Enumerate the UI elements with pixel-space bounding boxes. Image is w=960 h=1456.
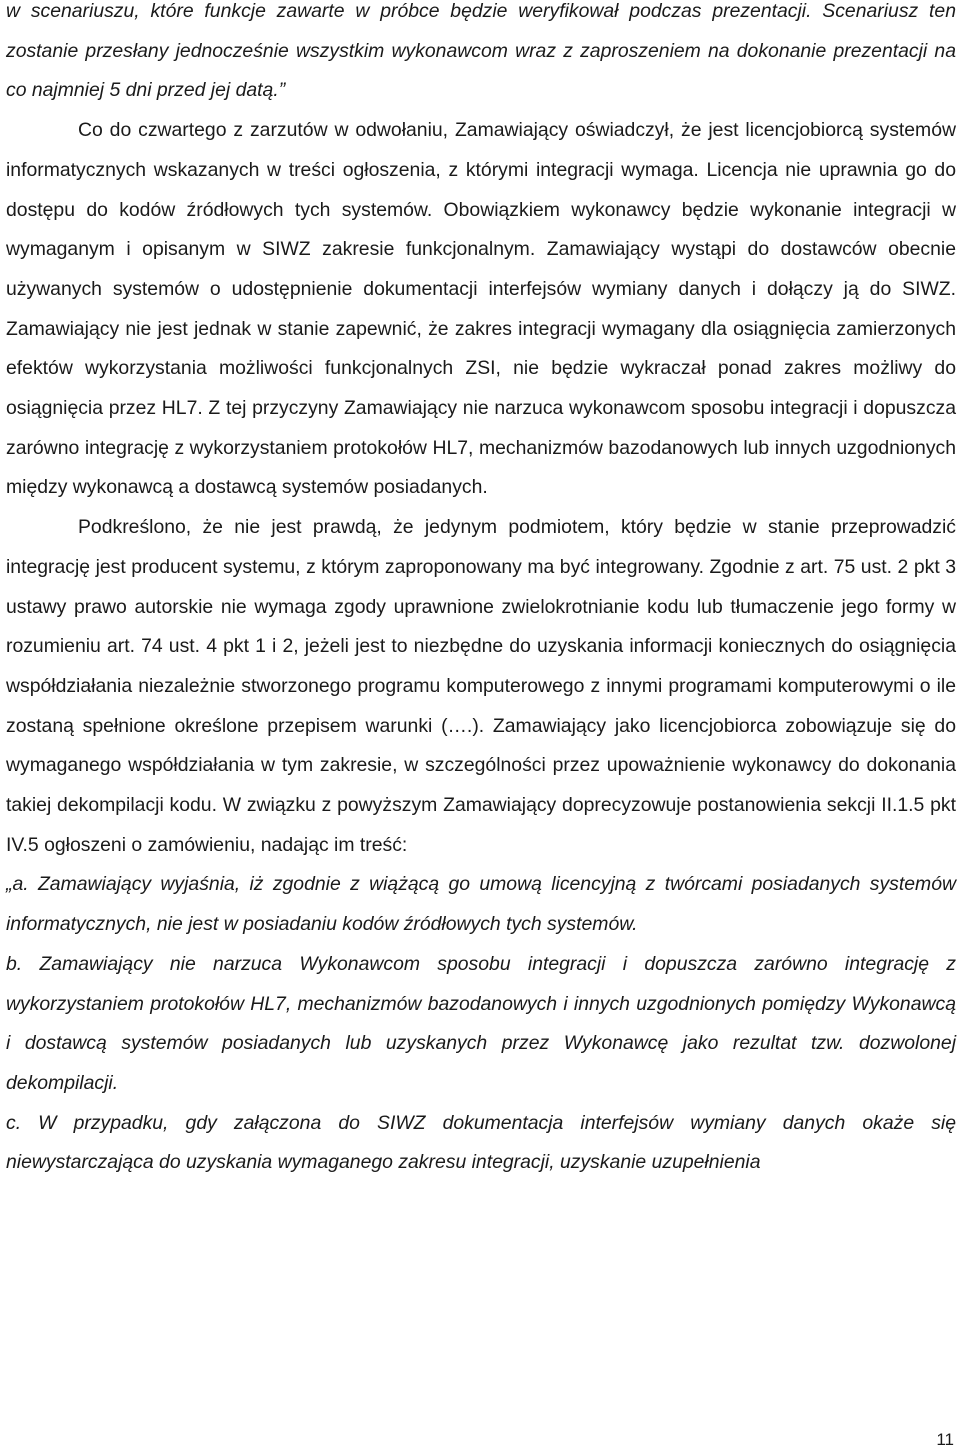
paragraph-answer-1: Co do czwartego z zarzutów w odwołaniu, Zamawiający oświadczył, że jest licencjobiorcą systemów informatycznych wskazanych w treści ogłoszenia, z którymi integracji wymaga. Licencja nie uprawnia go do dostępu do kodów źródłowych tych systemów. Obowiązkiem wykonawcy będzie wykonanie integracji w wymaganym i opisanym w SIWZ zakresie funkcjonalnym. Zamawiający wystąpi do dostawców obecnie używanych systemów o udostępnienie dokumentacji interfejsów wymiany danych i dołączy ją do SIWZ. Zamawiający nie jest jednak w stanie zapewnić, że zakres integracji wymagany dla osiągnięcia zamierzonych efektów wykorzystania możliwości funkcjonalnych ZSI, nie będzie wykraczał ponad zakres możliwy do osiągnięcia przez HL7. Z tej przyczyny Zamawiający nie narzuca wykonawcom sposobu integracji i dopuszcza zarówno integrację z wykorzystaniem protokołów HL7, mechanizmów bazodanowych lub innych uzgodnionych między wykonawcą a dostawcą systemów posiadanych. bbox=[6, 119, 956, 499]
paragraph-point-a: „a. Zamawiający wyjaśnia, iż zgodnie z wiążącą go umową licencyjną z twórcami posiadanych systemów informatycznych, nie jest w posiadaniu kodów źródłowych tych systemów. bbox=[6, 873, 956, 936]
page-number: 11 bbox=[936, 1430, 954, 1449]
paragraph-point-c: c. W przypadku, gdy załączona do SIWZ dokumentacja interfejsów wymiany danych okaże się niewystarczająca do uzyskania wymaganego zakresu integracji, uzyskanie uzupełnienia bbox=[6, 1111, 956, 1174]
document-body bbox=[6, 0, 956, 1183]
paragraph-point-b: b. Zamawiający nie narzuca Wykonawcom sposobu integracji i dopuszcza zarówno integrację z wykorzystaniem protokołów HL7, mechanizmów bazodanowych i innych uzgodnionych pomiędzy Wykonawcą i dostawcą systemów posiadanych lub uzyskanych przez Wykonawcę jako rezultat tzw. dozwolonej dekompilacji. bbox=[6, 952, 956, 1094]
paragraph-intro-italic: w scenariuszu, które funkcje zawarte w próbce będzie weryfikował podczas prezentacji. Scenariusz ten zostanie przesłany jednocześnie wszystkim wykonawcom wraz z zaproszeniem na dokonanie prezentacji na co najmniej 5 dni przed jej datą.” bbox=[6, 0, 956, 102]
paragraph-answer-2: Podkreślono, że nie jest prawdą, że jedynym podmiotem, który będzie w stanie przeprowadzić integrację jest producent systemu, z którym zaproponowany ma być integrowany. Zgodnie z art. 75 ust. 2 pkt 3 ustawy prawo autorskie nie wymaga zgody uprawnione zwielokrotnianie kodu lub tłumaczenie jego formy w rozumieniu art. 74 ust. 4 pkt 1 i 2, jeżeli jest to niezbędne do uzyskania informacji koniecznych do osiągnięcia współdziałania niezależnie stworzonego programu komputerowego z innymi programami komputerowymi o ile zostaną spełnione określone przepisem warunki (….). Zamawiający jako licencjobiorca zobowiązuje się do wymaganego współdziałania w tym zakresie, w szczególności przez upoważnienie wykonawcy do dokonania takiej dekompilacji kodu. W związku z powyższym Zamawiający doprecyzowuje postanowienia sekcji II.1.5 pkt IV.5 ogłoszeni o zamówieniu, nadając im treść: bbox=[6, 516, 956, 856]
